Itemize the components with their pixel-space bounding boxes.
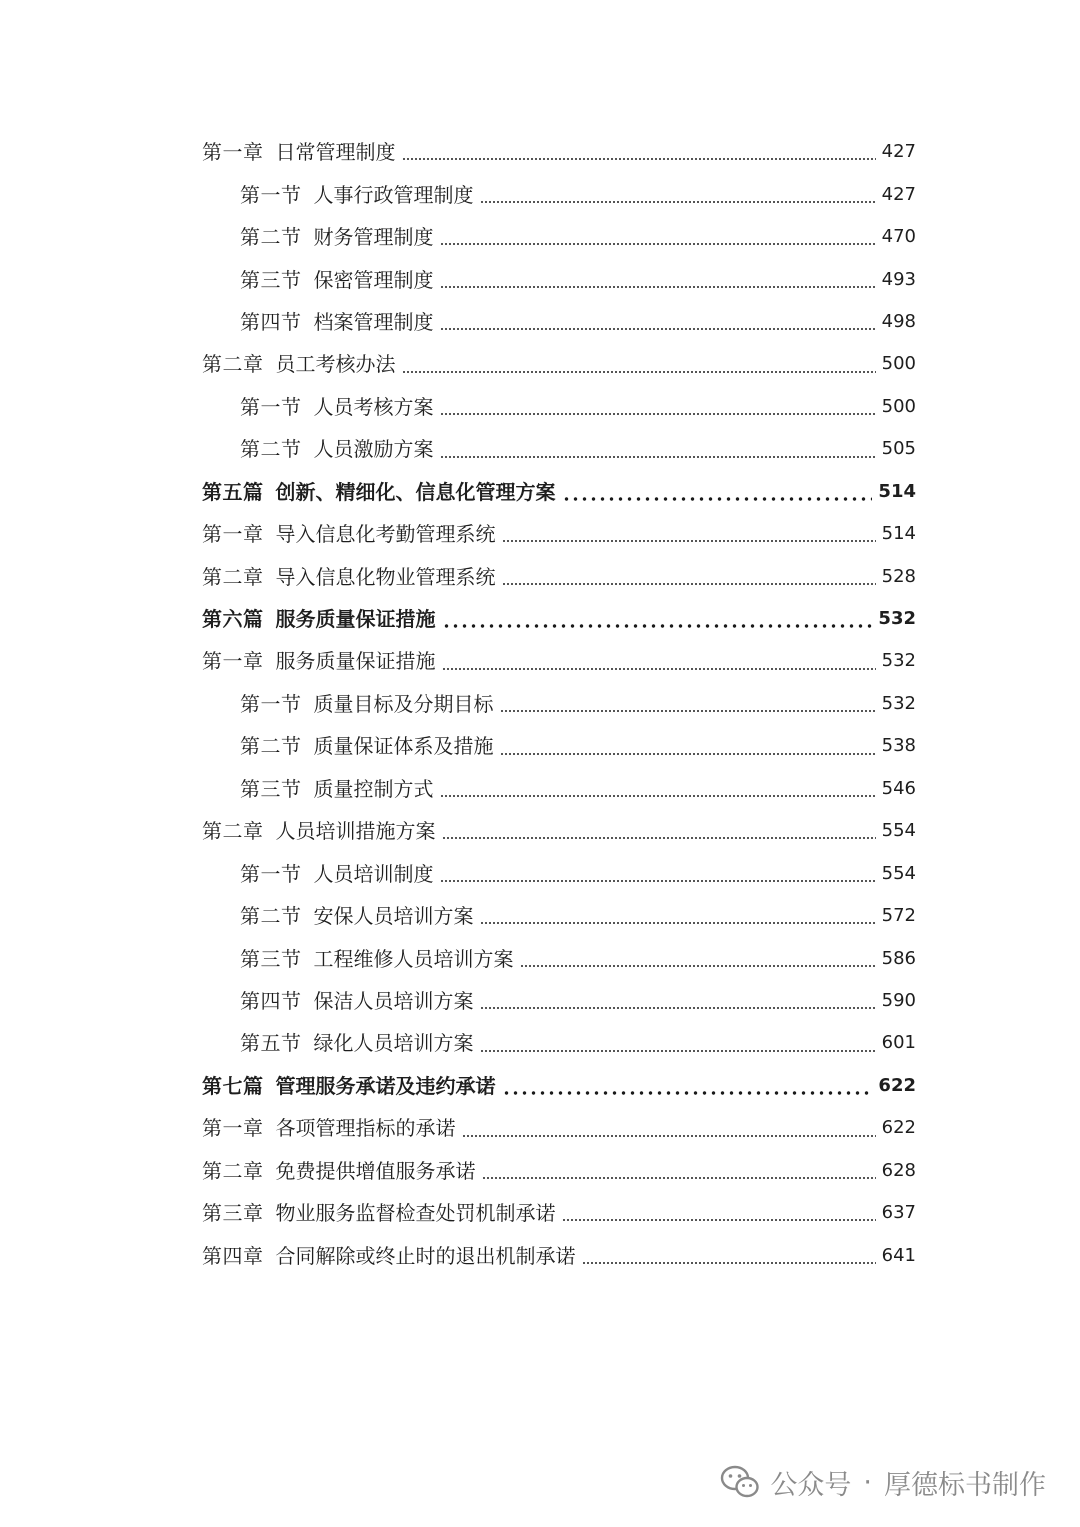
toc-entry-number: 第五篇: [202, 479, 264, 504]
toc-dot-leader: [442, 624, 873, 628]
toc-dot-leader: [502, 540, 876, 542]
toc-entry-page-number: 514: [878, 480, 916, 502]
toc-entry-title: 员工考核办法: [275, 352, 396, 377]
toc-entry-page-number: 554: [881, 862, 916, 884]
toc-entry-title: 人事行政管理制度: [313, 182, 474, 207]
toc-entry-section: [202, 386, 916, 428]
toc-entry-page-number: 532: [881, 650, 916, 672]
toc-entry-chapter: [202, 810, 916, 852]
toc-entry-page-number: 590: [881, 989, 916, 1011]
watermark: [720, 1462, 1046, 1502]
toc-entry-title: 导入信息化考勤管理系统: [275, 522, 496, 547]
toc-entry-number: 第一章: [202, 649, 264, 674]
toc-entry-page-number: 532: [881, 692, 916, 714]
toc-entry-title: 人员考核方案: [313, 394, 434, 419]
toc-entry-section: [202, 895, 916, 937]
watermark-separator: ·: [863, 1466, 872, 1498]
toc-entry-section: [202, 683, 916, 725]
toc-dot-leader: [480, 1050, 876, 1052]
toc-entry-section: [202, 301, 916, 343]
toc-entry-page-number: 427: [881, 183, 916, 205]
toc-entry-title: 免费提供增值服务承诺: [275, 1158, 476, 1183]
toc-entry-title: 管理服务承诺及违约承诺: [275, 1073, 496, 1098]
toc-entry-number: 第四节: [240, 988, 302, 1013]
toc-entry-number: 第七篇: [202, 1073, 264, 1098]
toc-entry-chapter: [202, 1234, 916, 1276]
toc-entry-page-number: 514: [881, 523, 916, 545]
toc-entry-chapter: [202, 1192, 916, 1234]
toc-entry-page-number: 628: [881, 1159, 916, 1181]
toc-entry-number: 第一章: [202, 1116, 264, 1141]
toc-entry-title: 人员培训措施方案: [275, 819, 436, 844]
toc-entry-page-number: 637: [881, 1202, 916, 1224]
toc-entry-title: 创新、精细化、信息化管理方案: [275, 479, 556, 504]
toc-entry-page-number: 622: [878, 1074, 916, 1096]
toc-entry-section: [202, 937, 916, 979]
toc-entry-page-number: 641: [881, 1244, 916, 1266]
toc-entry-number: 第六篇: [202, 607, 264, 632]
watermark-platform: 公众号: [770, 1469, 852, 1501]
toc-entry-number: 第二节: [240, 734, 302, 759]
toc-entry-section: [202, 768, 916, 810]
toc-entry-page-number: 493: [881, 268, 916, 290]
toc-entry-part: [202, 471, 916, 513]
toc-entry-number: 第四章: [202, 1243, 264, 1268]
toc-dot-leader: [440, 880, 876, 882]
toc-dot-leader: [562, 497, 873, 501]
toc-entry-number: 第二节: [240, 225, 302, 250]
toc-dot-leader: [480, 922, 876, 924]
toc-entry-chapter: [202, 343, 916, 385]
toc-entry-number: 第三章: [202, 1201, 264, 1226]
toc-entry-number: 第五节: [240, 1031, 302, 1056]
toc-dot-leader: [440, 456, 876, 458]
toc-dot-leader: [440, 286, 876, 288]
toc-dot-leader: [440, 328, 876, 330]
toc-entry-title: 保密管理制度: [313, 267, 434, 292]
toc-entry-section: [202, 258, 916, 300]
toc-entry-chapter: [202, 1150, 916, 1192]
toc-entry-title: 档案管理制度: [313, 309, 434, 334]
toc-entry-number: 第四节: [240, 309, 302, 334]
toc-entry-title: 保洁人员培训方案: [313, 988, 474, 1013]
toc-dot-leader: [562, 1219, 876, 1221]
toc-entry-chapter: [202, 131, 916, 173]
toc-entry-section: [202, 428, 916, 470]
toc-entry-page-number: 572: [881, 905, 916, 927]
toc-entry-title: 日常管理制度: [275, 140, 396, 165]
toc-entry-title: 导入信息化物业管理系统: [275, 564, 496, 589]
toc-entry-page-number: 546: [881, 777, 916, 799]
toc-entry-title: 物业服务监督检查处罚机制承诺: [275, 1201, 556, 1226]
toc-dot-leader: [502, 1091, 873, 1095]
toc-entry-page-number: 601: [881, 1032, 916, 1054]
toc-dot-leader: [440, 413, 876, 415]
toc-entry-number: 第二章: [202, 564, 264, 589]
table-of-contents: [202, 131, 916, 1277]
toc-entry-title: 工程维修人员培训方案: [313, 946, 514, 971]
toc-entry-page-number: 498: [881, 310, 916, 332]
toc-entry-page-number: 500: [881, 353, 916, 375]
toc-entry-title: 各项管理指标的承诺: [275, 1116, 456, 1141]
toc-entry-number: 第二章: [202, 819, 264, 844]
toc-entry-part: [202, 1065, 916, 1107]
toc-dot-leader: [480, 201, 876, 203]
toc-entry-page-number: 586: [881, 947, 916, 969]
toc-entry-chapter: [202, 555, 916, 597]
toc-entry-chapter: [202, 640, 916, 682]
toc-entry-number: 第一节: [240, 861, 302, 886]
toc-entry-title: 人员激励方案: [313, 437, 434, 462]
toc-entry-number: 第二节: [240, 437, 302, 462]
toc-entry-title: 财务管理制度: [313, 225, 434, 250]
toc-entry-title: 安保人员培训方案: [313, 904, 474, 929]
toc-entry-chapter: [202, 513, 916, 555]
toc-entry-title: 绿化人员培训方案: [313, 1031, 474, 1056]
toc-dot-leader: [462, 1135, 876, 1137]
toc-entry-chapter: [202, 1107, 916, 1149]
toc-entry-number: 第一章: [202, 140, 264, 165]
toc-entry-title: 质量保证体系及措施: [313, 734, 494, 759]
toc-entry-section: [202, 173, 916, 215]
toc-entry-page-number: 554: [881, 820, 916, 842]
toc-dot-leader: [402, 158, 876, 160]
toc-dot-leader: [440, 243, 876, 245]
toc-entry-title: 服务质量保证措施: [275, 607, 436, 632]
toc-dot-leader: [402, 371, 876, 373]
toc-dot-leader: [440, 795, 876, 797]
toc-dot-leader: [520, 965, 876, 967]
watermark-account: 厚德标书制作: [884, 1469, 1046, 1501]
toc-entry-number: 第三节: [240, 946, 302, 971]
toc-entry-title: 人员培训制度: [313, 861, 434, 886]
toc-dot-leader: [482, 1177, 876, 1179]
toc-dot-leader: [500, 710, 876, 712]
toc-entry-page-number: 622: [881, 1117, 916, 1139]
toc-entry-section: [202, 980, 916, 1022]
toc-entry-number: 第三节: [240, 776, 302, 801]
toc-entry-number: 第二节: [240, 904, 302, 929]
toc-dot-leader: [500, 753, 876, 755]
toc-entry-page-number: 532: [878, 608, 916, 630]
toc-entry-title: 质量控制方式: [313, 776, 434, 801]
toc-entry-title: 质量目标及分期目标: [313, 691, 494, 716]
toc-entry-number: 第一节: [240, 182, 302, 207]
toc-entry-page-number: 427: [881, 141, 916, 163]
toc-entry-section: [202, 216, 916, 258]
toc-entry-number: 第一节: [240, 394, 302, 419]
toc-entry-page-number: 538: [881, 735, 916, 757]
toc-entry-part: [202, 598, 916, 640]
toc-entry-page-number: 470: [881, 226, 916, 248]
toc-entry-number: 第二章: [202, 1158, 264, 1183]
toc-dot-leader: [480, 1007, 876, 1009]
toc-entry-section: [202, 852, 916, 894]
toc-entry-number: 第一节: [240, 691, 302, 716]
toc-dot-leader: [502, 583, 876, 585]
toc-entry-page-number: 500: [881, 395, 916, 417]
toc-entry-title: 合同解除或终止时的退出机制承诺: [275, 1243, 576, 1268]
toc-entry-page-number: 505: [881, 438, 916, 460]
toc-entry-number: 第二章: [202, 352, 264, 377]
toc-entry-page-number: 528: [881, 565, 916, 587]
toc-entry-section: [202, 1022, 916, 1064]
toc-dot-leader: [582, 1262, 876, 1264]
toc-entry-number: 第一章: [202, 522, 264, 547]
toc-dot-leader: [442, 668, 876, 670]
toc-dot-leader: [442, 837, 876, 839]
toc-entry-title: 服务质量保证措施: [275, 649, 436, 674]
toc-entry-number: 第三节: [240, 267, 302, 292]
toc-entry-section: [202, 725, 916, 767]
wechat-icon: [720, 1465, 760, 1499]
